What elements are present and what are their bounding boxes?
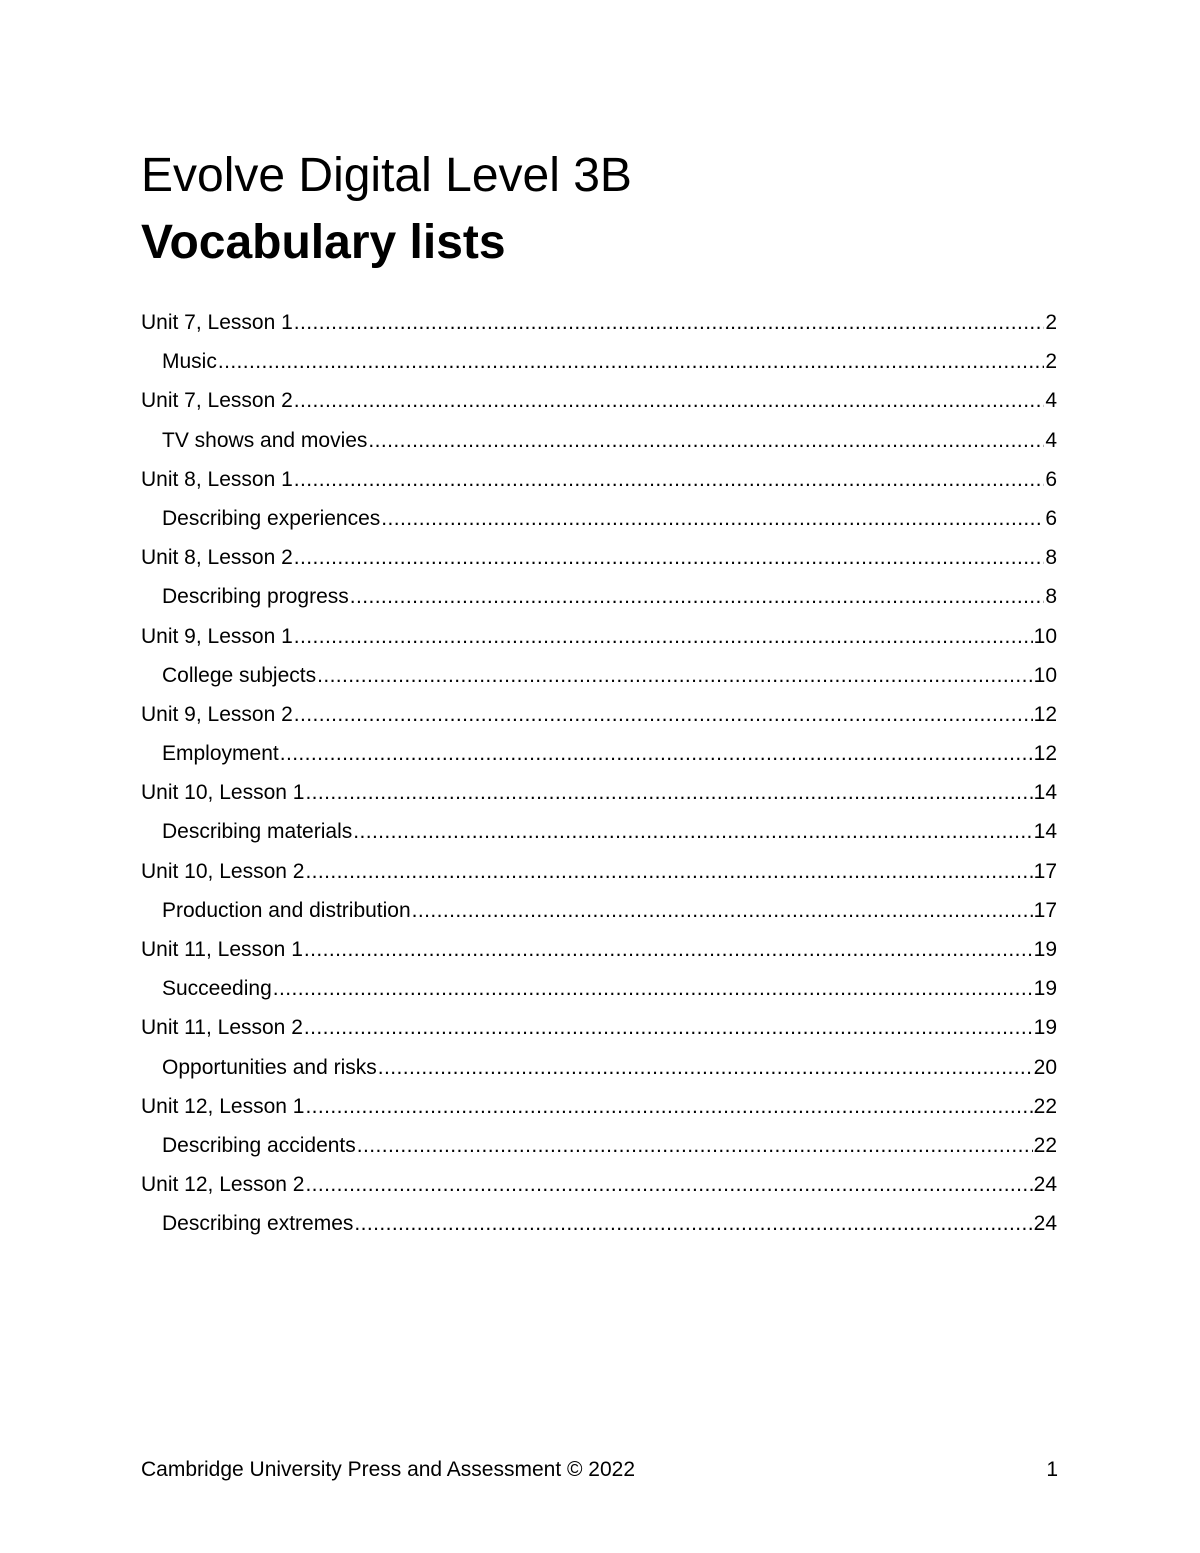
- toc-leader-dots: [294, 303, 1045, 342]
- toc-page-number: 19: [1033, 977, 1057, 1001]
- toc-entry-label: Unit 7, Lesson 1: [141, 311, 293, 334]
- toc-page-number: 12: [1033, 702, 1057, 726]
- toc-leader-dots: [305, 1165, 1032, 1204]
- footer-copyright: Cambridge University Press and Assessment © 2022: [141, 1458, 636, 1481]
- toc-page-number: 22: [1033, 1133, 1057, 1157]
- toc-page-number: 8: [1045, 585, 1057, 609]
- toc-entry-unit11-lesson1[interactable]: [141, 930, 1057, 969]
- toc-leader-dots: [305, 1087, 1032, 1126]
- toc-entry-label: Describing progress: [162, 585, 349, 609]
- toc-entry-label: Unit 9, Lesson 1: [141, 624, 293, 648]
- toc-entry-label: Unit 10, Lesson 2: [141, 859, 305, 883]
- toc-page-number: 4: [1045, 428, 1057, 452]
- toc-entry-describing-experiences[interactable]: [141, 499, 1057, 538]
- toc-page-number: 14: [1033, 781, 1057, 805]
- toc-entry-label: Describing materials: [162, 820, 353, 844]
- toc-entry-unit12-lesson1[interactable]: [141, 1087, 1057, 1126]
- toc-entry-unit9-lesson2[interactable]: [141, 695, 1057, 734]
- toc-entry-label: Unit 11, Lesson 2: [141, 1016, 303, 1040]
- toc-page-number: 14: [1033, 820, 1057, 844]
- toc-entry-describing-accidents[interactable]: [141, 1126, 1057, 1165]
- toc-entry-label: Describing extremes: [162, 1212, 354, 1236]
- toc-leader-dots: [357, 1126, 1033, 1165]
- toc-leader-dots: [305, 852, 1032, 891]
- toc-leader-dots: [368, 421, 1044, 460]
- toc-leader-dots: [294, 460, 1045, 499]
- toc-leader-dots: [350, 577, 1045, 616]
- toc-leader-dots: [294, 538, 1045, 577]
- toc-page-number: 6: [1045, 506, 1057, 530]
- toc-leader-dots: [304, 1008, 1033, 1047]
- toc-entry-unit7-lesson1[interactable]: [141, 303, 1057, 342]
- toc-page-number: 2: [1045, 350, 1057, 374]
- toc-leader-dots: [304, 930, 1033, 969]
- toc-leader-dots: [378, 1048, 1033, 1087]
- toc-entry-label: College subjects: [162, 663, 317, 687]
- toc-entry-label: Music: [162, 350, 217, 374]
- table-of-contents: [141, 303, 1057, 1244]
- toc-entry-label: Unit 10, Lesson 1: [141, 781, 305, 805]
- toc-entry-unit9-lesson1[interactable]: [141, 617, 1057, 656]
- toc-entry-label: Unit 7, Lesson 2: [141, 389, 293, 413]
- toc-entry-describing-extremes[interactable]: [141, 1204, 1057, 1243]
- toc-page-number: 4: [1045, 389, 1057, 413]
- toc-entry-employment[interactable]: [141, 734, 1057, 773]
- toc-entry-unit8-lesson1[interactable]: [141, 460, 1057, 499]
- document-subtitle: Vocabulary lists: [141, 216, 506, 269]
- toc-entry-succeeding[interactable]: [141, 969, 1057, 1008]
- toc-page-number: 10: [1033, 663, 1057, 687]
- toc-page-number: 8: [1045, 546, 1057, 570]
- toc-page-number: 6: [1045, 467, 1057, 491]
- toc-page-number: 12: [1033, 742, 1057, 766]
- toc-entry-unit10-lesson2[interactable]: [141, 852, 1057, 891]
- toc-page-number: 19: [1033, 1016, 1057, 1040]
- toc-entry-label: TV shows and movies: [162, 428, 368, 452]
- toc-entry-unit8-lesson2[interactable]: [141, 538, 1057, 577]
- toc-entry-describing-progress[interactable]: [141, 577, 1057, 616]
- toc-leader-dots: [294, 695, 1033, 734]
- toc-page-number: 24: [1033, 1173, 1057, 1197]
- toc-entry-opportunities-and-risks[interactable]: [141, 1048, 1057, 1087]
- toc-leader-dots: [353, 812, 1032, 851]
- toc-leader-dots: [354, 1204, 1032, 1243]
- toc-leader-dots: [412, 891, 1033, 930]
- toc-entry-label: Opportunities and risks: [162, 1055, 377, 1079]
- toc-entry-label: Employment: [162, 742, 279, 766]
- toc-entry-college-subjects[interactable]: [141, 656, 1057, 695]
- toc-page-number: 24: [1033, 1212, 1057, 1236]
- toc-leader-dots: [317, 656, 1033, 695]
- toc-page-number: 10: [1033, 624, 1057, 648]
- toc-entry-unit11-lesson2[interactable]: [141, 1008, 1057, 1047]
- toc-leader-dots: [294, 617, 1033, 656]
- toc-entry-production-and-distribution[interactable]: [141, 891, 1057, 930]
- toc-entry-label: Production and distribution: [162, 898, 411, 922]
- toc-entry-unit10-lesson1[interactable]: [141, 773, 1057, 812]
- toc-entry-unit12-lesson2[interactable]: [141, 1165, 1057, 1204]
- toc-entry-label: Unit 11, Lesson 1: [141, 938, 303, 961]
- toc-entry-label: Unit 8, Lesson 1: [141, 467, 293, 491]
- toc-leader-dots: [294, 381, 1045, 420]
- toc-entry-tv-shows-and-movies[interactable]: [141, 421, 1057, 460]
- toc-leader-dots: [381, 499, 1044, 538]
- document-title: Evolve Digital Level 3B: [141, 149, 632, 202]
- toc-leader-dots: [305, 773, 1032, 812]
- toc-entry-label: Unit 12, Lesson 1: [141, 1094, 305, 1118]
- toc-page-number: 22: [1033, 1094, 1057, 1118]
- toc-page-number: 17: [1033, 898, 1057, 922]
- toc-entry-describing-materials[interactable]: [141, 812, 1057, 851]
- toc-entry-label: Unit 8, Lesson 2: [141, 546, 293, 570]
- toc-entry-unit7-lesson2[interactable]: [141, 381, 1057, 420]
- toc-entry-label: Describing experiences: [162, 506, 381, 530]
- toc-entry-label: Unit 12, Lesson 2: [141, 1173, 305, 1197]
- toc-leader-dots: [218, 342, 1044, 381]
- toc-leader-dots: [273, 969, 1033, 1008]
- toc-entry-music[interactable]: [141, 342, 1057, 381]
- toc-page-number: 17: [1033, 859, 1057, 883]
- toc-leader-dots: [280, 734, 1033, 773]
- toc-page-number: 2: [1045, 311, 1057, 334]
- toc-entry-label: Unit 9, Lesson 2: [141, 702, 293, 726]
- toc-entry-label: Succeeding: [162, 977, 272, 1001]
- toc-entry-label: Describing accidents: [162, 1133, 356, 1157]
- toc-page-number: 20: [1033, 1055, 1057, 1079]
- toc-page-number: 19: [1033, 938, 1057, 961]
- footer-page-number: 1: [1046, 1458, 1058, 1481]
